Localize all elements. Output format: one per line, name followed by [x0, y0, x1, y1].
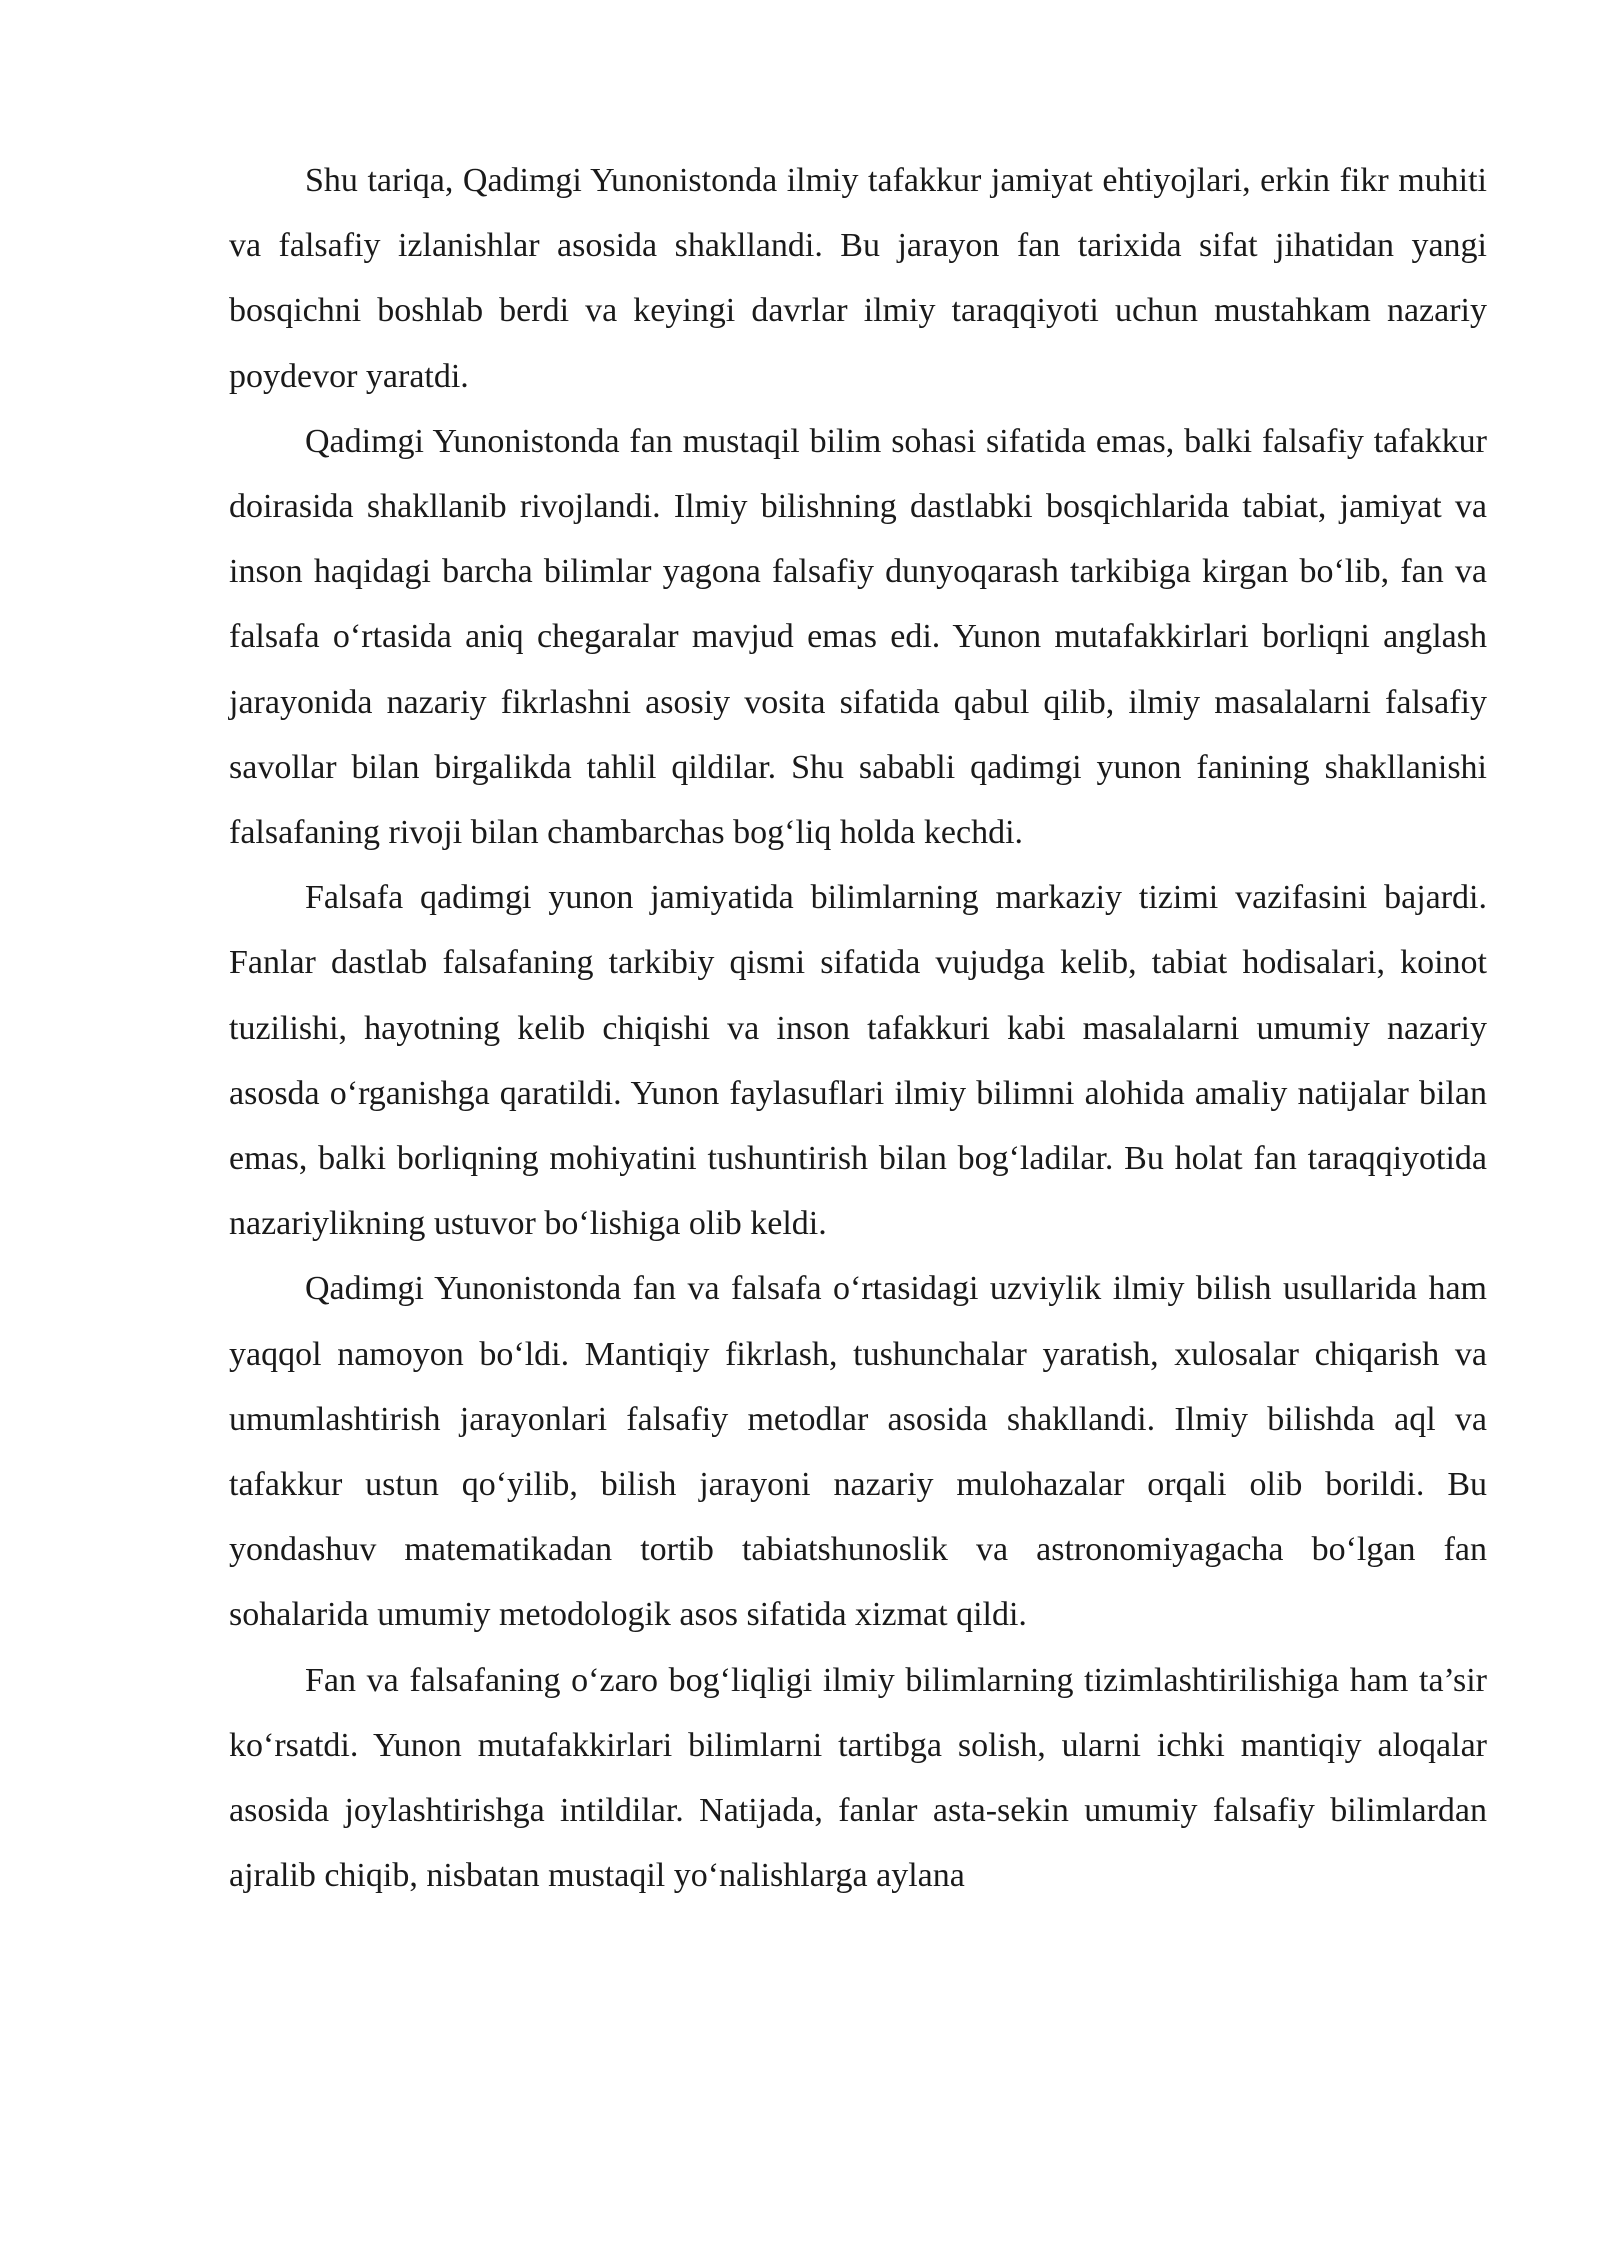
paragraph-3: Falsafa qadimgi yunon jamiyatida bilimlarning markaziy tizimi vazifasini bajardi. Fanlar dastlab falsafaning tarkibiy qismi sifatida vujudga kelib, tabiat hodisalari, koinot tuzilishi, hayotning kelib chiqishi va inson tafakkuri kabi masalalarni umumiy nazariy asosda o‘rganishga qaratildi. Yunon faylasuflari ilmiy bilimni alohida amaliy natijalar bilan emas, balki borliqning mohiyatini tushuntirish bilan bog‘ladilar. Bu holat fan taraqqiyotida nazariylikning ustuvor bo‘lishiga olib keldi. [229, 879, 1487, 1243]
paragraph-1: Shu tariqa, Qadimgi Yunonistonda ilmiy tafakkur jamiyat ehtiyojlari, erkin fikr muhiti va falsafiy izlanishlar asosida shakllandi. Bu jarayon fan tarixida sifat jihatidan yangi bosqichni boshlab berdi va keyingi davrlar ilmiy taraqqiyoti uchun mustahkam nazariy poydevor yaratdi. [229, 162, 1487, 395]
paragraph-4: Qadimgi Yunonistonda fan va falsafa o‘rtasidagi uzviylik ilmiy bilish usullarida ham yaqqol namoyon bo‘ldi. Mantiqiy fikrlash, tushunchalar yaratish, xulosalar chiqarish va umumlashtirish jarayonlari falsafiy metodlar asosida shakllandi. Ilmiy bilishda aql va tafakkur ustun qo‘yilib, bilish jarayoni nazariy mulohazalar orqali olib borildi. Bu yondashuv matematikadan tortib tabiatshunoslik va astronomiyagacha bo‘lgan fan sohalarida umumiy metodologik asos sifatida xizmat qildi. [229, 1270, 1487, 1634]
paragraph-5: Fan va falsafaning o‘zaro bog‘liqligi ilmiy bilimlarning tizimlashtirilishiga ham ta’sir ko‘rsatdi. Yunon mutafakkirlari bilimlarni tartibga solish, ularni ichki mantiqiy aloqalar asosida joylashtirishga intildilar. Natijada, fanlar asta-sekin umumiy falsafiy bilimlardan ajralib chiqib, nisbatan mustaqil yo‘nalishlarga aylana [229, 1661, 1487, 1895]
paragraph-2: Qadimgi Yunonistonda fan mustaqil bilim sohasi sifatida emas, balki falsafiy tafakkur doirasida shakllanib rivojlandi. Ilmiy bilishning dastlabki bosqichlarida tabiat, jamiyat va inson haqidagi barcha bilimlar yagona falsafiy dunyoqarash tarkibiga kirgan bo‘lib, fan va falsafa o‘rtasida aniq chegaralar mavjud emas edi. Yunon mutafakkirlari borliqni anglash jarayonida nazariy fikrlashni asosiy vosita sifatida qabul qilib, ilmiy masalalarni falsafiy savollar bilan birgalikda tahlil qildilar. Shu sababli qadimgi yunon fanining shakllanishi falsafaning rivoji bilan chambarchas bog‘liq holda kechdi. [229, 422, 1487, 852]
document-body [229, 148, 1487, 1908]
